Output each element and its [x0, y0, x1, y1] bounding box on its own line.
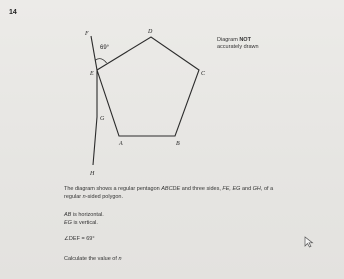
note-not: NOT	[239, 37, 251, 43]
diagram-note	[217, 37, 259, 52]
label-h: H	[90, 171, 95, 177]
label-c: C	[201, 71, 206, 77]
label-f: F	[85, 31, 89, 37]
pentagon-shape	[97, 37, 199, 136]
intro-line-2: regular n-sided polygon.	[64, 194, 124, 200]
label-a: A	[119, 141, 123, 147]
note-line-2: accurately drawn	[217, 44, 259, 51]
note-line-1: Diagram NOT	[217, 37, 251, 43]
calculate-prompt: Calculate the value of n	[64, 256, 122, 262]
side-gh	[93, 117, 97, 165]
side-fe	[91, 36, 97, 70]
label-g: G	[100, 116, 105, 122]
angle-arc-def	[95, 59, 106, 63]
label-b: B	[176, 141, 180, 147]
intro-line-1: The diagram shows a regular pentagon ABCDE and three sides, FE, EG and GH, of a	[64, 186, 274, 192]
label-e: E	[90, 71, 94, 77]
label-d: D	[148, 29, 153, 35]
ab-horizontal-text: AB is horizontal.	[64, 212, 104, 218]
mouse-cursor-icon	[304, 236, 314, 248]
eg-vertical-text: EG is vertical.	[64, 220, 98, 226]
angle-label: 69°	[100, 45, 110, 51]
question-number: 14	[9, 9, 17, 16]
angle-equation: ∠DEF = 69°	[64, 236, 95, 242]
